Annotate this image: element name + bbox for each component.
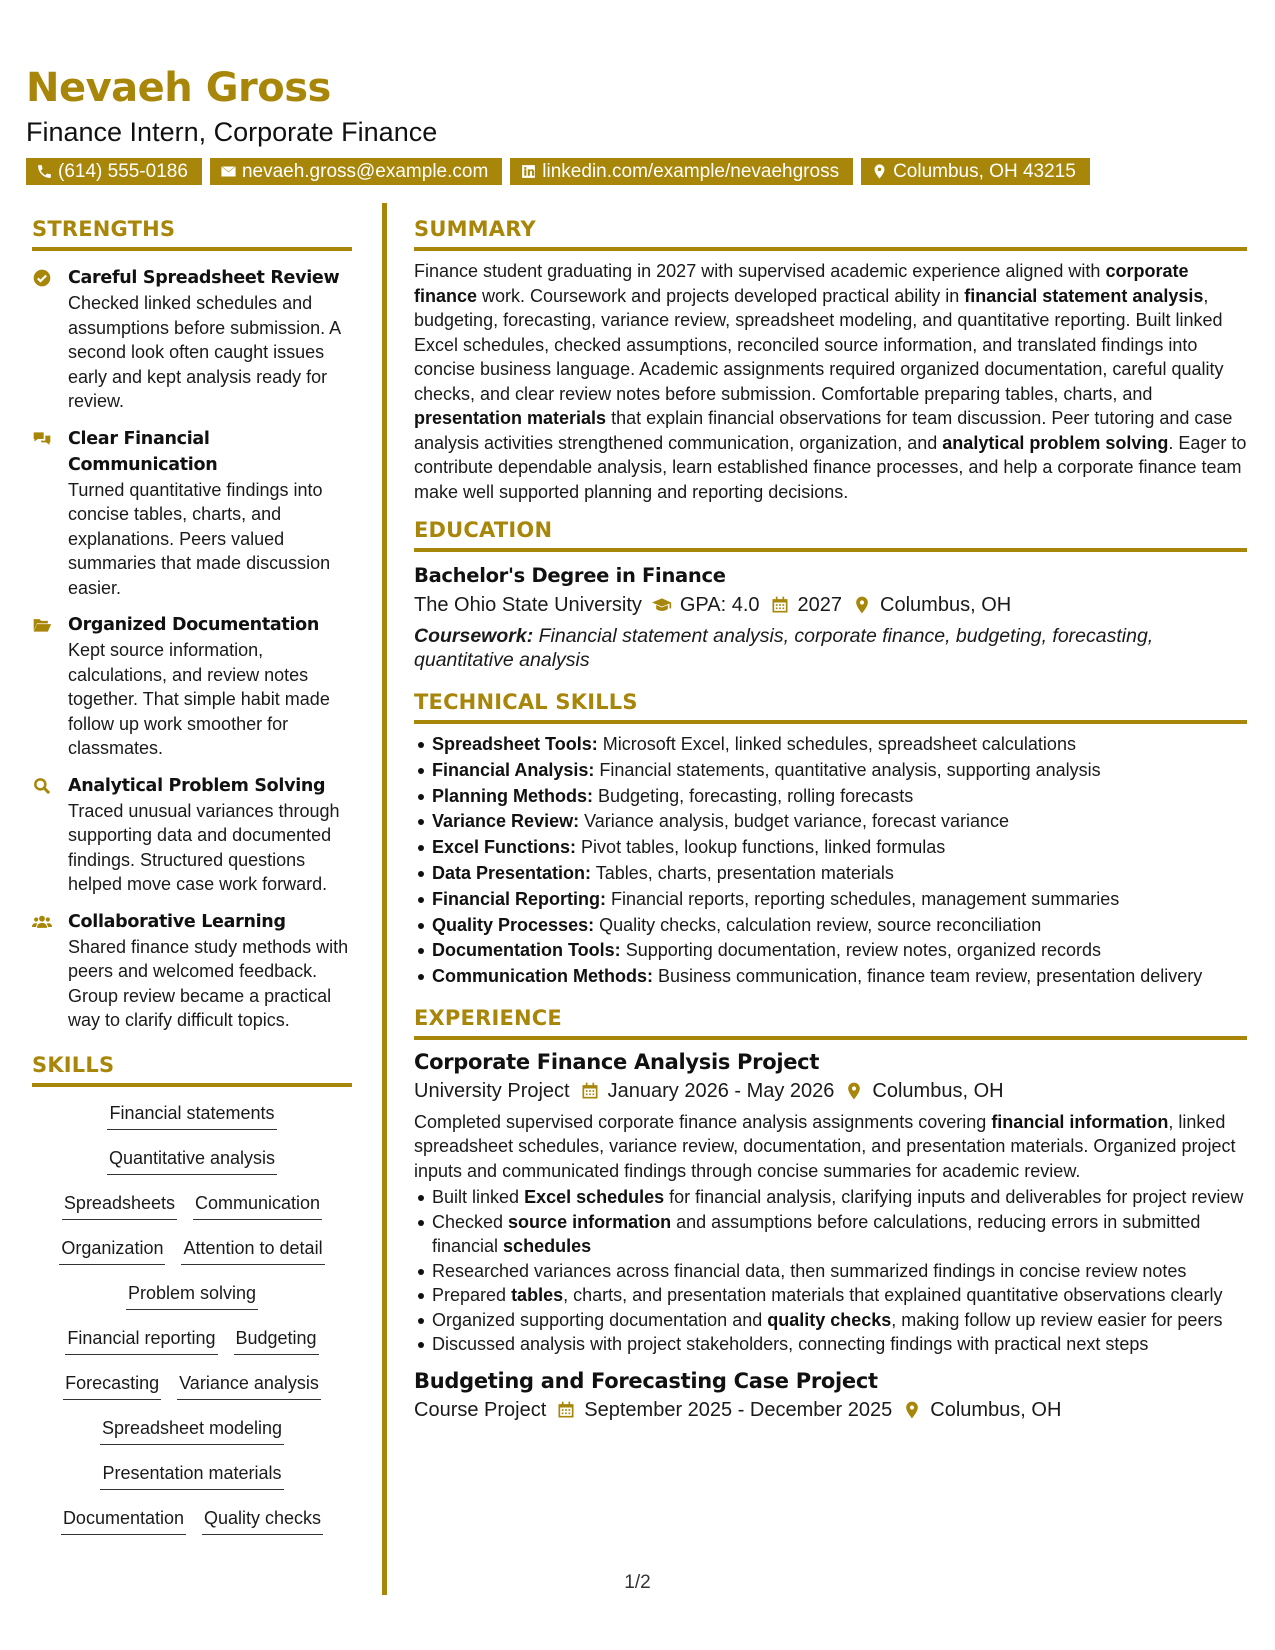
contact-linkedin[interactable]	[510, 158, 853, 185]
list-item	[414, 758, 1247, 784]
bold-phrase: presentation materials	[414, 408, 607, 428]
coursework-label: Coursework:	[414, 625, 534, 647]
experience-location: Columbus, OH	[930, 1398, 1062, 1421]
experience-bullets	[414, 1185, 1247, 1357]
skill-tag: Presentation materials	[100, 1461, 283, 1490]
job-title: Finance Intern, Corporate Finance	[26, 117, 438, 147]
skill-tag: Financial reporting	[65, 1326, 217, 1355]
tech-label: Planning Methods:	[432, 785, 593, 806]
list-item: Organized supporting documentation and quality checks, making follow up review easier for peers	[414, 1308, 1247, 1333]
strength-item	[32, 612, 352, 761]
list-item	[414, 809, 1247, 835]
bold-phrase: schedules	[503, 1236, 592, 1257]
skill-row	[32, 1281, 352, 1326]
list-item	[414, 732, 1247, 758]
experience-org: Course Project	[414, 1398, 547, 1421]
skills-heading: SKILLS	[32, 1053, 352, 1087]
strength-text: Shared finance study methods with peers and welcomed feedback. Group review became a practical way to clarify difficult topics.	[68, 936, 349, 1030]
tech-value: Financial statements, quantitative analysis, supporting analysis	[599, 759, 1101, 780]
bold-phrase: corporate finance	[414, 261, 1189, 306]
strength-title: Careful Spreadsheet Review	[68, 268, 340, 288]
location-text: Columbus, OH 43215	[893, 161, 1076, 182]
skill-row	[32, 1146, 352, 1191]
skill-tag: Spreadsheet modeling	[100, 1416, 284, 1445]
skill-tag: Attention to detail	[181, 1236, 324, 1265]
strength-text: Kept source information, calculations, and review notes together. That simple habit made follow up work smoother for classmates.	[68, 640, 330, 758]
bold-phrase: source information	[508, 1211, 672, 1232]
experience-meta	[414, 1395, 1247, 1425]
strength-title: Organized Documentation	[68, 615, 320, 635]
tech-label: Excel Functions:	[432, 837, 577, 858]
skill-tag: Quantitative analysis	[107, 1146, 277, 1175]
skill-tag: Spreadsheets	[62, 1191, 177, 1220]
degree-title: Bachelor's Degree in Finance	[414, 564, 726, 587]
tech-label: Spreadsheet Tools:	[432, 734, 598, 754]
column-divider	[382, 203, 387, 1595]
linkedin-text: linkedin.com/example/nevaehgross	[542, 161, 840, 182]
experience-title: Budgeting and Forecasting Case Project	[414, 1368, 878, 1393]
location-pin-icon	[871, 163, 888, 180]
school-location: Columbus, OH	[880, 594, 1012, 616]
list-item	[414, 784, 1247, 810]
strength-item	[32, 909, 352, 1033]
calendar-icon	[770, 595, 790, 615]
envelope-icon	[220, 163, 237, 180]
tech-value: Microsoft Excel, linked schedules, spreadsheet calculations	[602, 734, 1076, 754]
right-column	[414, 217, 1247, 1425]
education-meta	[414, 590, 1247, 620]
contact-phone[interactable]	[26, 158, 202, 185]
skill-row	[32, 1101, 352, 1146]
page-number: 1/2	[624, 1572, 651, 1593]
list-item	[414, 964, 1247, 990]
experience-dates: January 2026 - May 2026	[607, 1079, 835, 1102]
summary-text: Finance student graduating in 2027 with supervised academic experience aligned with corporate finance work. Coursework and projects developed practical ability in financial statement analysis, budgeting, forecasting, variance review, spreadsheet modeling, and quantitative reporting. Built linked Excel schedules, checked assumptions, reconciled source information, and translated findings into concise business language. Academic assignments required organized documentation, careful quality checks, and clear review notes before submission. Comfortable preparing tables, charts, and presentation materials that explain financial observations for team discussion. Peer tutoring and case analysis activities strengthened communication, organization, and analytical problem solving. Eager to contribute dependable analysis, learn established finance processes, and help a corporate finance team make well supported planning and reporting decisions.	[414, 261, 1247, 502]
location-pin-icon	[844, 1081, 864, 1101]
experience-dates: September 2025 - December 2025	[584, 1398, 893, 1421]
list-item: Checked source information and assumptions before calculations, reducing errors in submitted financial schedules	[414, 1210, 1247, 1259]
strength-text: Checked linked schedules and assumptions before submission. A second look often caught issues early and kept analysis ready for review.	[68, 293, 341, 411]
strength-title: Analytical Problem Solving	[68, 775, 326, 796]
skill-tag: Quality checks	[202, 1506, 323, 1535]
strength-item	[32, 773, 352, 897]
tech-value: Variance analysis, budget variance, forecast variance	[584, 811, 1010, 832]
experience-entry	[414, 1367, 1247, 1425]
experience-org: University Project	[414, 1079, 570, 1102]
check-circle-icon	[32, 268, 52, 288]
bold-phrase: financial statement analysis	[964, 285, 1204, 306]
skill-tag: Forecasting	[63, 1371, 161, 1400]
contact-location	[861, 158, 1090, 185]
strength-item	[32, 426, 352, 601]
tech-value: Supporting documentation, review notes, organized records	[625, 940, 1101, 961]
bold-phrase: quality checks	[767, 1309, 892, 1330]
linkedin-icon	[520, 163, 537, 180]
education-heading: EDUCATION	[414, 518, 1247, 552]
skill-tag: Communication	[193, 1191, 322, 1220]
folder-open-icon	[32, 615, 52, 635]
experience-location: Columbus, OH	[872, 1079, 1004, 1102]
tech-label: Documentation Tools:	[432, 940, 621, 961]
list-item	[414, 835, 1247, 861]
skill-tag: Budgeting	[234, 1326, 319, 1355]
resume-header	[26, 62, 1246, 185]
comments-icon	[32, 429, 52, 449]
location-pin-icon	[902, 1400, 922, 1420]
tech-label: Data Presentation:	[432, 862, 592, 883]
skill-tag: Variance analysis	[177, 1371, 321, 1400]
bold-phrase: financial information	[991, 1111, 1169, 1132]
list-item	[414, 913, 1247, 939]
tech-value: Financial reports, reporting schedules, management summaries	[611, 888, 1120, 909]
calendar-icon	[556, 1400, 576, 1420]
tech-value: Tables, charts, presentation materials	[595, 862, 894, 883]
graduation-year: 2027	[797, 594, 843, 616]
tech-value: Budgeting, forecasting, rolling forecasts	[598, 785, 914, 806]
phone-text: (614) 555-0186	[58, 161, 188, 182]
email-text: nevaeh.gross@example.com	[241, 161, 489, 182]
skill-row	[32, 1506, 352, 1551]
coursework	[414, 624, 1247, 672]
skills-list	[32, 1101, 352, 1551]
contact-email[interactable]	[210, 158, 502, 185]
tech-label: Communication Methods:	[432, 966, 653, 987]
skill-tag: Financial statements	[107, 1101, 276, 1130]
magnifier-icon	[32, 776, 52, 796]
tech-value: Quality checks, calculation review, source reconciliation	[599, 914, 1042, 935]
strength-title: Collaborative Learning	[68, 911, 286, 932]
candidate-name: Nevaeh Gross	[26, 65, 331, 111]
skill-tag: Documentation	[61, 1506, 186, 1535]
skill-row	[32, 1371, 352, 1416]
technical-skills-list	[414, 732, 1247, 990]
list-item: Built linked Excel schedules for financial analysis, clarifying inputs and deliverables for project review	[414, 1185, 1247, 1210]
experience-heading: EXPERIENCE	[414, 1006, 1247, 1040]
list-item: Prepared tables, charts, and presentation materials that explained quantitative observations clearly	[414, 1283, 1247, 1308]
experience-title: Corporate Finance Analysis Project	[414, 1049, 820, 1074]
bold-phrase: tables	[511, 1285, 564, 1306]
list-item	[414, 861, 1247, 887]
list-item: Researched variances across financial data, then summarized findings in concise review notes	[414, 1259, 1247, 1284]
list-item	[414, 938, 1247, 964]
school-name: The Ohio State University	[414, 594, 642, 616]
strength-title: Clear Financial Communication	[68, 428, 218, 475]
tech-label: Variance Review:	[432, 811, 580, 832]
left-column	[32, 217, 352, 1551]
tech-label: Financial Analysis:	[432, 759, 595, 780]
phone-icon	[36, 163, 53, 180]
strength-text: Traced unusual variances through supporting data and documented findings. Structured questions helped move case work forward.	[68, 800, 340, 894]
skill-row	[32, 1236, 352, 1281]
strength-item	[32, 265, 352, 414]
skill-tag: Organization	[59, 1236, 165, 1265]
tech-value: Business communication, finance team review, presentation delivery	[658, 966, 1203, 987]
skill-row	[32, 1191, 352, 1236]
list-item: Discussed analysis with project stakeholders, connecting findings with practical next steps	[414, 1332, 1247, 1357]
location-pin-icon	[852, 595, 872, 615]
coursework-text: Financial statement analysis, corporate finance, budgeting, forecasting, quantitative analysis	[414, 625, 1154, 671]
summary-heading: SUMMARY	[414, 217, 1247, 251]
calendar-icon	[580, 1081, 600, 1101]
bold-phrase: analytical problem solving	[942, 432, 1169, 453]
experience-description: Completed supervised corporate finance analysis assignments covering financial information, linked spreadsheet schedules, variance review, documentation, and presentation materials. Organized project inputs and communicated findings through concise summaries for academic review.	[414, 1111, 1236, 1181]
skill-tag: Problem solving	[126, 1281, 258, 1310]
gpa-text: GPA: 4.0	[679, 594, 760, 616]
tech-value: Pivot tables, lookup functions, linked formulas	[581, 837, 946, 858]
technical-skills-heading: TECHNICAL SKILLS	[414, 690, 1247, 724]
graduation-cap-icon	[652, 595, 672, 615]
strength-text: Turned quantitative findings into concise tables, charts, and explanations. Peers valued summaries that made discussion easier.	[68, 479, 331, 598]
skill-row	[32, 1461, 352, 1506]
experience-entry	[414, 1048, 1247, 1357]
skill-row	[32, 1416, 352, 1461]
strengths-heading: STRENGTHS	[32, 217, 352, 251]
skill-row	[32, 1326, 352, 1371]
tech-label: Financial Reporting:	[432, 888, 607, 909]
bold-phrase: Excel schedules	[524, 1187, 665, 1208]
tech-label: Quality Processes:	[432, 914, 595, 935]
list-item	[414, 887, 1247, 913]
experience-meta	[414, 1076, 1247, 1106]
users-icon	[32, 912, 52, 932]
contact-bar	[26, 158, 1246, 185]
